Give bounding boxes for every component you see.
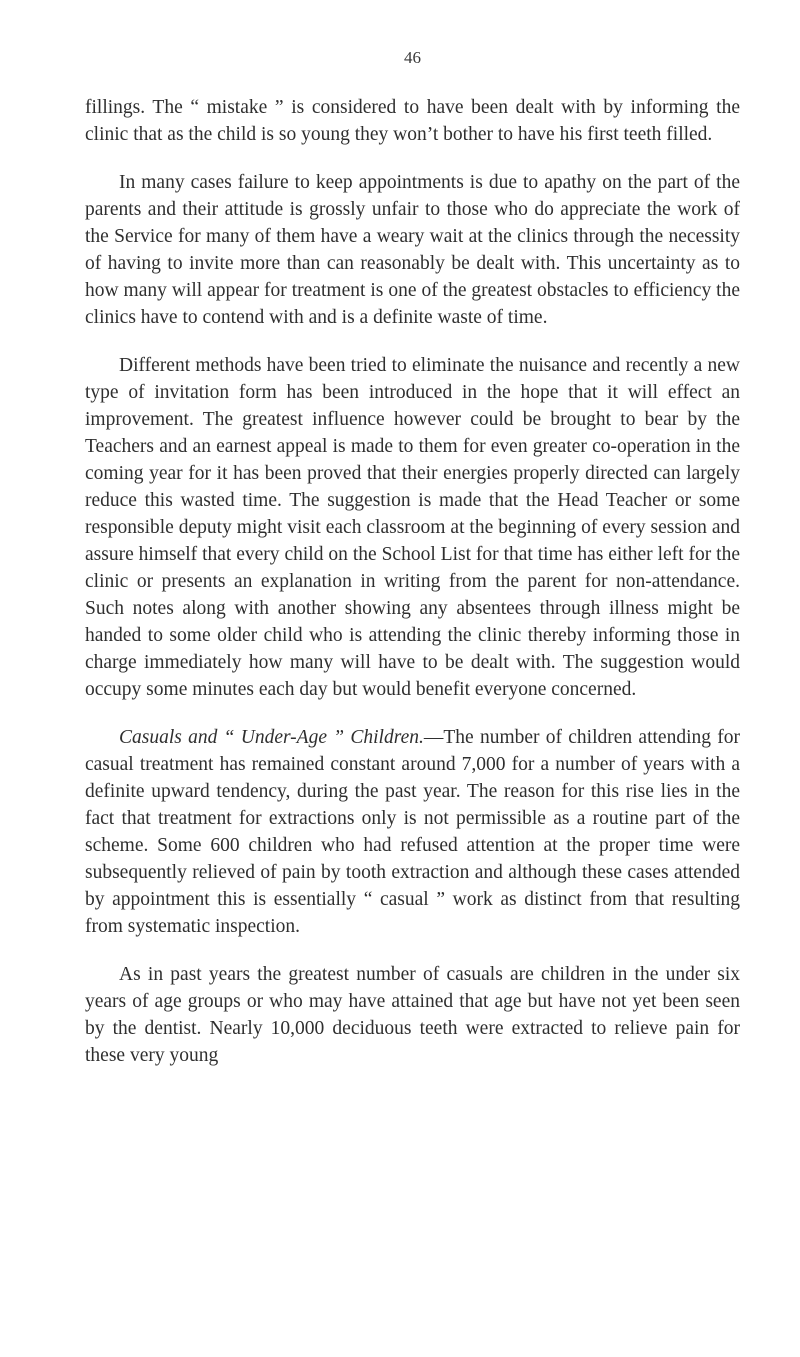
paragraph-casuals <box>85 724 740 940</box>
paragraph-apathy: In many cases failure to keep appointments is due to apathy on the part of the parents and their attitude is grossly unfair to those who do appreciate the work of the Service for many of them have a weary wait at the clinics through the necessity of having to invite more than can reasonably be dealt with. This uncertainty as to how many will appear for treatment is one of the greatest obstacles to efficiency the clinics have to contend with and is a definite waste of time. <box>85 172 740 328</box>
paragraph-casuals-text: —The number of children attending for casual treatment has remained constant around 7,000 for a number of years with a definite upward tendency, during the past year. The reason for this rise lies in the fact that treatment for extractions only is not permissible as a routine part of the scheme. Some 600 children who had refused attention at the proper time were subsequently relieved of pain by tooth extraction and although these cases attended by appointment this is essentially “ casual ” work as distinct from that resulting from systematic inspection. <box>85 727 740 937</box>
paragraph-past-years: As in past years the greatest number of casuals are children in the under six years of age groups or who may have attained that age but have not yet been seen by the dentist. Nearly 10,000 deciduous teeth were extracted to relieve pain for these very young <box>85 964 740 1066</box>
page-number: 46 <box>404 48 421 67</box>
paragraph-methods: Different methods have been tried to eliminate the nuisance and recently a new type of invitation form has been introduced in the hope that it will effect an improvement. The greatest influence however could be brought to bear by the Teachers and an earnest appeal is made to them for even greater co-operation in the coming year for it has been proved that their energies properly directed can largely reduce this wasted time. The suggestion is made that the Head Teacher or some responsible deputy might visit each classroom at the beginning of every session and assure himself that every child on the School List for that time has either left for the clinic or presents an explanation in writing from the parent for non-attendance. Such notes along with another showing any absentees through illness might be handed to some older child who is attending the clinic thereby informing those in charge immediately how many will have to be dealt with. The suggestion would occupy some minutes each day but would benefit everyone concerned. <box>85 355 740 700</box>
paragraph-continuation: fillings. The “ mistake ” is considered to have been dealt with by informing the clinic that as the child is so young they won’t bother to have his first teeth filled. <box>85 97 740 145</box>
section-heading-casuals: Casuals and “ Under-Age ” Children. <box>119 727 424 748</box>
